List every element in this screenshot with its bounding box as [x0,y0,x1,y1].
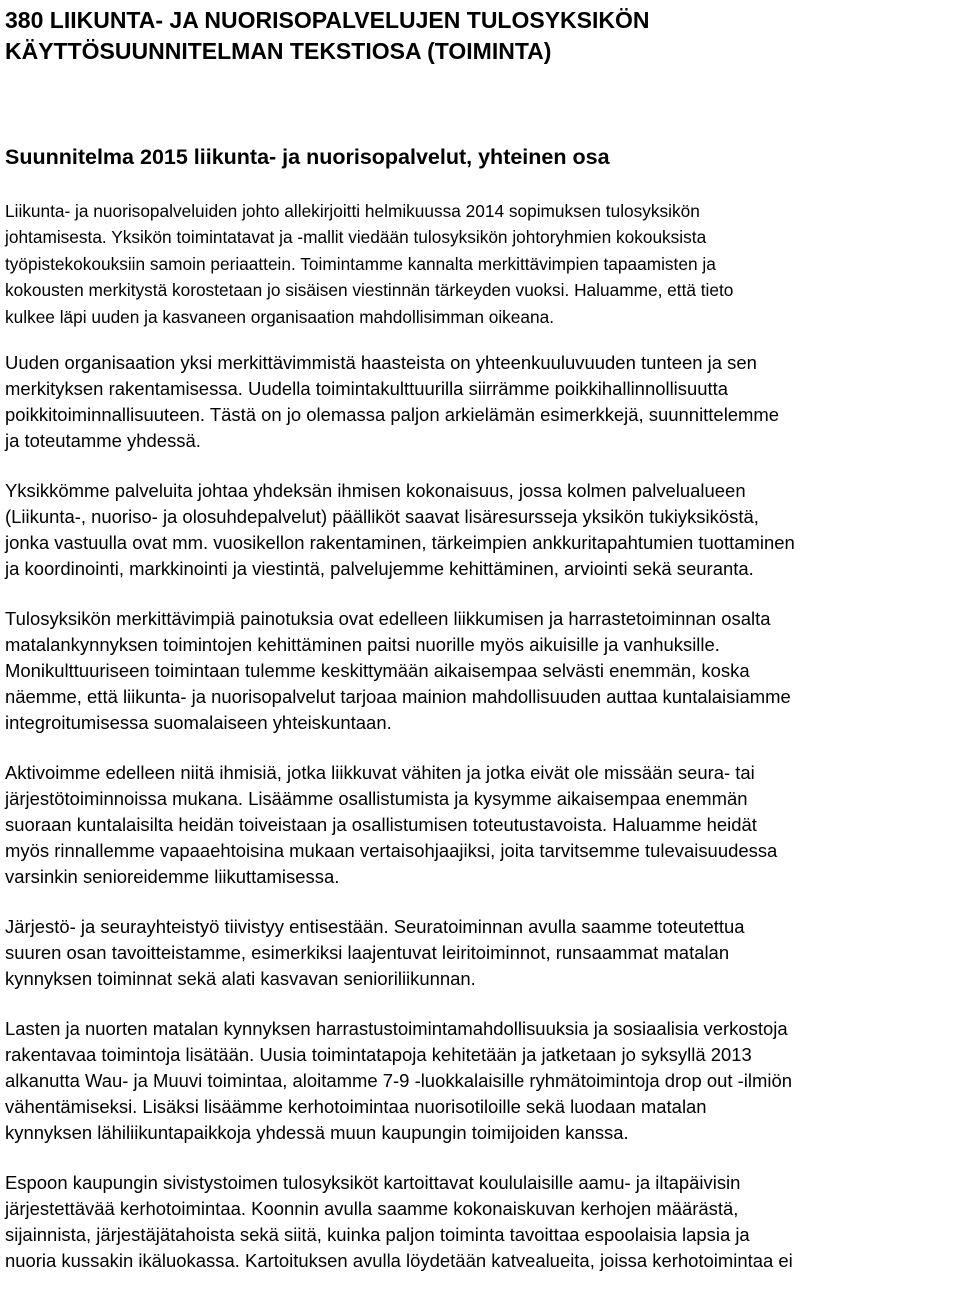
text-line: Espoon kaupungin sivistystoimen tulosyksiköt kartoittavat koululaisille aamu- ja iltapäivisin [5,1172,741,1194]
paragraph [5,760,957,890]
paragraph [5,1016,957,1146]
section-title: Suunnitelma 2015 liikunta- ja nuorisopalvelut, yhteinen osa [5,145,610,169]
text-line: myös rinnallemme vapaaehtoisina mukaan vertaisohjaajiksi, joita tarvitsemme tulevaisuudessa [5,840,778,862]
text-line: järjestötoiminnoissa mukana. Lisäämme osallistumista ja kysymme aikaisempaa enemmän [5,788,748,810]
text-line: vähentämiseksi. Lisäksi lisäämme kerhotoimintaa nuorisotiloille sekä luodaan matalan [5,1096,707,1118]
text-line: merkityksen rakentamisessa. Uudella toimintakulttuurilla siirrämme poikkihallinnollisuutta [5,378,729,400]
text-line: poikkitoiminnallisuuteen. Tästä on jo olemassa paljon arkielämän esimerkkejä, suunnittelemme [5,404,780,426]
text-line: suuren osan tavoitteistamme, esimerkiksi laajentuvat leiritoiminnot, runsaammat matalan [5,942,730,964]
text-line: kynnyksen lähiliikuntapaikkoja yhdessä muun kaupungin toimijoiden kanssa. [5,1122,629,1144]
text-line: rakentavaa toimintoja lisätään. Uusia toimintatapoja kehitetään ja jatketaan jo syksyllä 2013 [5,1044,752,1066]
document-title [5,5,955,67]
text-line: työpistekokouksiin samoin periaattein. Toimintamme kannalta merkittävimpien tapaamisten ja [5,253,716,274]
text-line: integroitumisessa suomalaiseen yhteiskuntaan. [5,712,392,734]
text-line: varsinkin senioreidemme liikuttamisessa. [5,866,340,888]
paragraph [5,606,957,736]
text-line: suoraan kuntalaisilta heidän toiveistaan ja osallistumisen toteutustavoista. Haluamme heidät [5,814,757,836]
text-line: kulkee läpi uuden ja kasvaneen organisaation mahdollisimman oikeana. [5,306,555,327]
text-line: ja toteutamme yhdessä. [5,430,201,452]
text-line: matalankynnyksen toimintojen kehittäminen paitsi nuorille myös aikuisille ja vanhuksille. [5,634,720,656]
text-line: sijainnista, järjestäjätahoista sekä siitä, kuinka paljon toiminta tavoittaa espoolaisia lapsia ja [5,1224,750,1246]
text-line: Tulosyksikön merkittävimpiä painotuksia ovat edelleen liikkumisen ja harrastetoiminnan osalta [5,608,771,630]
text-line: jonka vastuulla ovat mm. vuosikellon rakentaminen, tärkeimpien ankkuritapahtumien tuottaminen [5,532,795,554]
text-line: kokousten merkitystä korostetaan jo sisäisen viestinnän tärkeyden vuoksi. Haluamme, että tieto [5,280,734,301]
text-line: Aktivoimme edelleen niitä ihmisiä, jotka liikkuvat vähiten ja jotka eivät ole missään seura- tai [5,762,755,784]
text-line: kynnyksen toiminnat sekä alati kasvavan senioriliikunnan. [5,968,476,990]
text-line: (Liikunta-, nuoriso- ja olosuhdepalvelut) päälliköt saavat lisäresursseja yksikön tukiyksiköstä, [5,506,759,528]
paragraph [5,1170,957,1274]
text-line: näemme, että liikunta- ja nuorisopalvelut tarjoaa mainion mahdollisuuden auttaa kuntalaisiamme [5,686,791,708]
document-title-line: 380 LIIKUNTA- JA NUORISOPALVELUJEN TULOSYKSIKÖN [5,7,650,33]
text-line: johtamisesta. Yksikön toimintatavat ja -mallit viedään tulosyksikön johtoryhmien kokouksista [5,227,707,248]
text-line: Järjestö- ja seurayhteistyö tiivistyy entisestään. Seuratoiminnan avulla saamme toteutettua [5,916,745,938]
paragraph [5,198,957,330]
text-line: Lasten ja nuorten matalan kynnyksen harrastustoimintamahdollisuuksia ja sosiaalisia verkostoja [5,1018,788,1040]
text-line: alkanutta Wau- ja Muuvi toimintaa, aloitamme 7-9 -luokkalaisille ryhmätoimintoja drop out -ilmiön [5,1070,792,1092]
document-title-line: KÄYTTÖSUUNNITELMAN TEKSTIOSA (TOIMINTA) [5,38,552,64]
document-page [5,0,955,1272]
paragraph [5,478,957,582]
text-line: Yksikkömme palveluita johtaa yhdeksän ihmisen kokonaisuus, jossa kolmen palvelualueen [5,480,746,502]
paragraph [5,914,957,992]
text-line: ja koordinointi, markkinointi ja viestintä, palvelujemme kehittäminen, arviointi sekä seuranta. [5,558,754,580]
body-text [5,198,957,1298]
text-line: nuoria kussakin ikäluokassa. Kartoituksen avulla löydetään katvealueita, joissa kerhotoimintaa ei [5,1250,793,1272]
text-line: järjestettävää kerhotoimintaa. Koonnin avulla saamme kokonaiskuvan kerhojen määrästä, [5,1198,739,1220]
text-line: Liikunta- ja nuorisopalveluiden johto allekirjoitti helmikuussa 2014 sopimuksen tulosyksikön [5,201,700,221]
paragraph [5,350,957,454]
text-line: Monikulttuuriseen toimintaan tulemme keskittymään aikaisempaa selvästi enemmän, koska [5,660,750,682]
text-line: Uuden organisaation yksi merkittävimmistä haasteista on yhteenkuuluvuuden tunteen ja sen [5,352,757,374]
